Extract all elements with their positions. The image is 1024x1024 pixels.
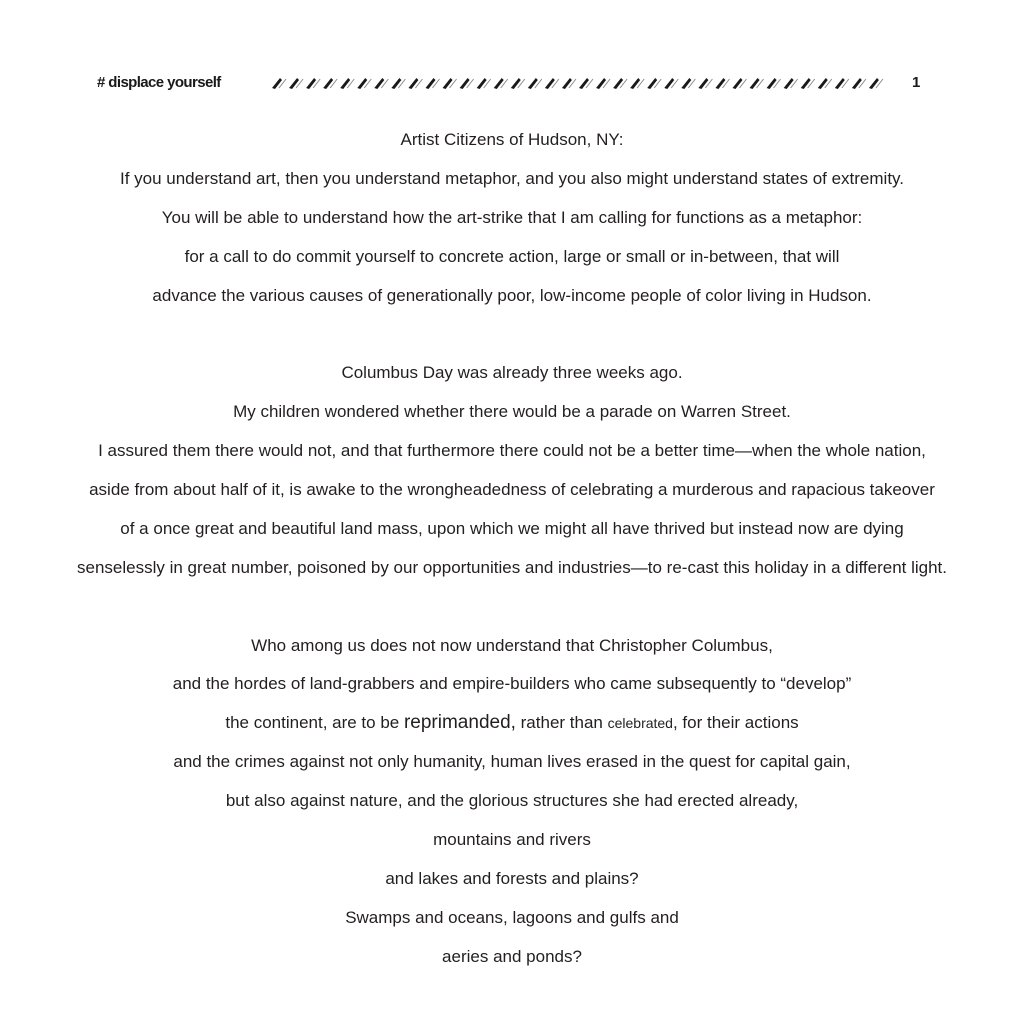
text-line: senselessly in great number, poisoned by our opportunities and industries—to re-cast this holiday in a different light. <box>76 557 947 577</box>
document-body <box>0 121 1024 977</box>
text-line: mountains and rivers <box>433 830 591 850</box>
zigzag-ornament <box>270 74 884 92</box>
ornament-chevron <box>733 78 747 89</box>
ornament-chevron <box>272 78 286 89</box>
ornament-chevron <box>801 78 815 89</box>
ornament-chevron <box>818 78 832 89</box>
ornament-chevron <box>477 78 491 89</box>
ornament-chevron <box>289 78 303 89</box>
text-line: If you understand art, then you understand metaphor, and you also might understand states of extremity. <box>119 168 905 188</box>
ornament-chevron <box>545 78 559 89</box>
text-fragment: , for their actions <box>672 713 799 733</box>
ornament-chevron <box>511 78 525 89</box>
text-line: Columbus Day was already three weeks ago. <box>341 363 683 383</box>
ornament-chevron <box>630 78 644 89</box>
ornament-chevron <box>323 78 337 89</box>
diminished-word: celebrated <box>607 715 673 732</box>
ornament-chevron <box>767 78 781 89</box>
ornament-chevron <box>340 78 354 89</box>
ornament-chevron <box>852 78 866 89</box>
ornament-chevron <box>698 78 712 89</box>
page-header <box>0 72 1024 96</box>
text-line: Swamps and oceans, lagoons and gulfs and <box>345 907 679 927</box>
ornament-chevron <box>750 78 764 89</box>
text-line: My children wondered whether there would be a parade on Warren Street. <box>233 402 791 422</box>
ornament-chevron <box>579 78 593 89</box>
mixed-size-line <box>0 704 1024 743</box>
header-title: # displace yourself <box>97 74 221 91</box>
ornament-chevron <box>494 78 508 89</box>
text-line: for a call to do commit yourself to concrete action, large or small or in-between, that will <box>184 246 840 266</box>
ornament-chevron <box>664 78 678 89</box>
ornament-chevron <box>391 78 405 89</box>
ornament-chevron <box>408 78 422 89</box>
paragraph-gap <box>0 588 1024 627</box>
text-fragment: the continent, are to be <box>225 713 404 733</box>
ornament-chevron <box>374 78 388 89</box>
page-number: 1 <box>912 74 921 91</box>
ornament-chevron <box>528 78 542 89</box>
text-line: Who among us does not now understand that Christopher Columbus, <box>251 635 773 655</box>
salutation-line: Artist Citizens of Hudson, NY: <box>400 130 624 149</box>
paragraph-gap <box>0 315 1024 354</box>
ornament-chevron <box>596 78 610 89</box>
text-line: I assured them there would not, and that furthermore there could not be a better time—when the whole nation, <box>98 441 926 461</box>
text-line: but also against nature, and the glorious structures she had erected already, <box>225 791 799 811</box>
ornament-chevron <box>460 78 474 89</box>
ornament-chevron <box>306 78 320 89</box>
text-fragment: rather than <box>515 713 608 733</box>
text-line: advance the various causes of generationally poor, low-income people of color living in Hudson. <box>152 285 872 305</box>
ornament-chevron <box>869 78 883 89</box>
ornament-chevron <box>647 78 661 89</box>
text-line: You will be able to understand how the art-strike that I am calling for functions as a metaphor: <box>161 207 863 227</box>
ornament-chevron <box>426 78 440 89</box>
text-line: and lakes and forests and plains? <box>385 868 639 888</box>
text-line: and the hordes of land-grabbers and empire-builders who came subsequently to “develop” <box>172 674 852 694</box>
text-line: aeries and ponds? <box>442 946 582 966</box>
ornament-chevron <box>613 78 627 89</box>
ornament-chevron <box>835 78 849 89</box>
ornament-chevron <box>443 78 457 89</box>
text-line: of a once great and beautiful land mass, upon which we might all have thrived but instead now are dying <box>120 518 904 538</box>
text-line: aside from about half of it, is awake to the wrongheadedness of celebrating a murderous and rapacious takeover <box>89 480 935 500</box>
emphasized-word: reprimanded, <box>403 712 516 734</box>
ornament-chevron <box>784 78 798 89</box>
ornament-chevron <box>681 78 695 89</box>
ornament-chevron <box>357 78 371 89</box>
ornament-chevron <box>562 78 576 89</box>
ornament-chevron <box>715 78 729 89</box>
text-line: and the crimes against not only humanity, human lives erased in the quest for capital gain, <box>173 752 851 772</box>
